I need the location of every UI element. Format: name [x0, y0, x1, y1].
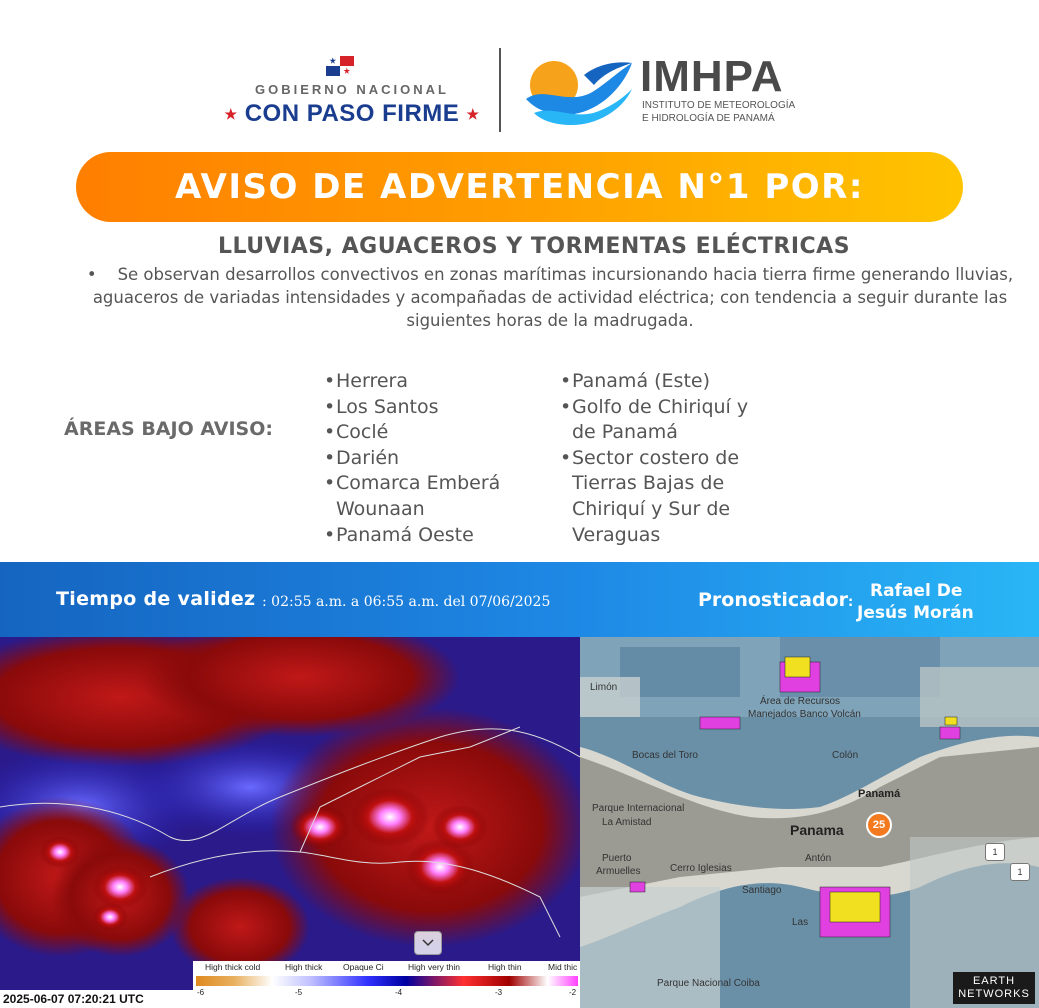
forecaster-name-1: Rafael De	[870, 581, 963, 601]
legend-numbers: -6 -5 -4 -3 -2	[197, 988, 577, 997]
map-label: Área de Recursos	[760, 696, 841, 707]
map-label: Cerro Iglesias	[670, 863, 732, 874]
banner-title: AVISO DE ADVERTENCIA N°1 POR:	[175, 167, 864, 207]
validity-label: Tiempo de validez	[56, 588, 256, 610]
map-label: Panamá	[858, 788, 901, 800]
map-label: Antón	[805, 853, 832, 864]
panama-flag-icon	[326, 56, 354, 76]
forecaster-name-2: Jesús Morán	[857, 603, 974, 623]
gov-slogan: CON PASO FIRME	[244, 100, 460, 127]
satellite-timestamp: 2025-06-07 07:20:21 UTC	[0, 990, 193, 1008]
map-label: Manejados Banco Volcán	[748, 709, 861, 720]
map-label: Panama	[790, 822, 844, 838]
org-subtitle-1: INSTITUTO DE METEOROLOGÍA	[642, 100, 796, 111]
list-item: • Coclé	[324, 421, 389, 444]
list-item: • Panamá (Este)	[560, 370, 710, 392]
legend-color-bar	[196, 976, 578, 986]
strike-count-badge[interactable]: 25	[866, 812, 892, 838]
map-label: Armuelles	[596, 866, 641, 877]
map-label: Las	[792, 917, 809, 928]
map-label: Bocas del Toro	[632, 750, 698, 761]
chevron-down-icon[interactable]	[414, 931, 442, 955]
star-icon: ★	[224, 106, 238, 123]
alert-subtitle: LLUVIAS, AGUACEROS Y TORMENTAS ELÉCTRICAS	[217, 234, 851, 259]
validity-value: : 02:55 a.m. a 06:55 a.m. del 07/06/2025	[262, 594, 551, 610]
org-name: IMHPA	[640, 52, 784, 101]
gov-line1: GOBIERNO NACIONAL	[255, 82, 449, 97]
map-label: Limón	[590, 682, 618, 693]
map-label: Parque Internacional	[592, 803, 685, 814]
list-item: • Herrera	[324, 370, 408, 392]
imhpa-logo-icon	[524, 55, 634, 127]
route-shield: 1	[985, 843, 1005, 861]
alert-description-text: Se observan desarrollos convectivos en zonas marítimas incursionando hacia tierra firme generando lluvias, aguaceros de variadas intensidades y acompañadas de actividad eléctrica; con tendencia a seguir durante las siguientes horas de la madrugada.	[92, 265, 1014, 330]
header-divider	[499, 48, 501, 132]
map-label: La Amistad	[602, 817, 652, 828]
legend-labels: High thick cold High thick Opaque Ci High very thin High thin Mid thic	[205, 962, 578, 972]
forecaster-label: Pronosticador:	[698, 589, 854, 611]
warning-banner	[76, 152, 963, 222]
map-label: Parque Nacional Coiba	[657, 978, 760, 989]
map-label: Puerto	[602, 853, 632, 864]
areas-label: ÁREAS BAJO AVISO:	[64, 418, 273, 440]
list-item: • Sector costero de Tierras Bajas de Chiriquí y Sur de Veraguas	[560, 446, 740, 546]
alert-description: • Se observan desarrollos convectivos en zonas marítimas incursionando hacia tierra firme generando lluvias, aguaceros de variadas intensidades y acompañadas de actividad eléctrica; con tendencia a seguir durante las siguientes horas de la madrugada.	[86, 265, 1014, 330]
list-item: • Golfo de Chiriquí y de Panamá	[560, 395, 749, 444]
areas-column-1	[324, 369, 554, 548]
org-subtitle-2: E HIDROLOGÍA DE PANAMÁ	[642, 113, 775, 124]
route-shield: 1	[1010, 863, 1030, 881]
map-label: Santiago	[742, 885, 782, 896]
list-item: • Darién	[324, 446, 400, 469]
gov-line2	[222, 100, 482, 128]
earth-networks-logo: EARTH NETWORKS	[953, 972, 1035, 1004]
star-icon: ★	[466, 106, 480, 123]
list-item: • Panamá Oeste	[324, 523, 474, 546]
map-label: Colón	[832, 750, 859, 761]
areas-column-2	[560, 369, 790, 548]
satellite-image	[0, 637, 580, 1008]
list-item: • Los Santos	[324, 395, 439, 418]
list-item: • Comarca Emberá Wounaan	[324, 472, 501, 520]
